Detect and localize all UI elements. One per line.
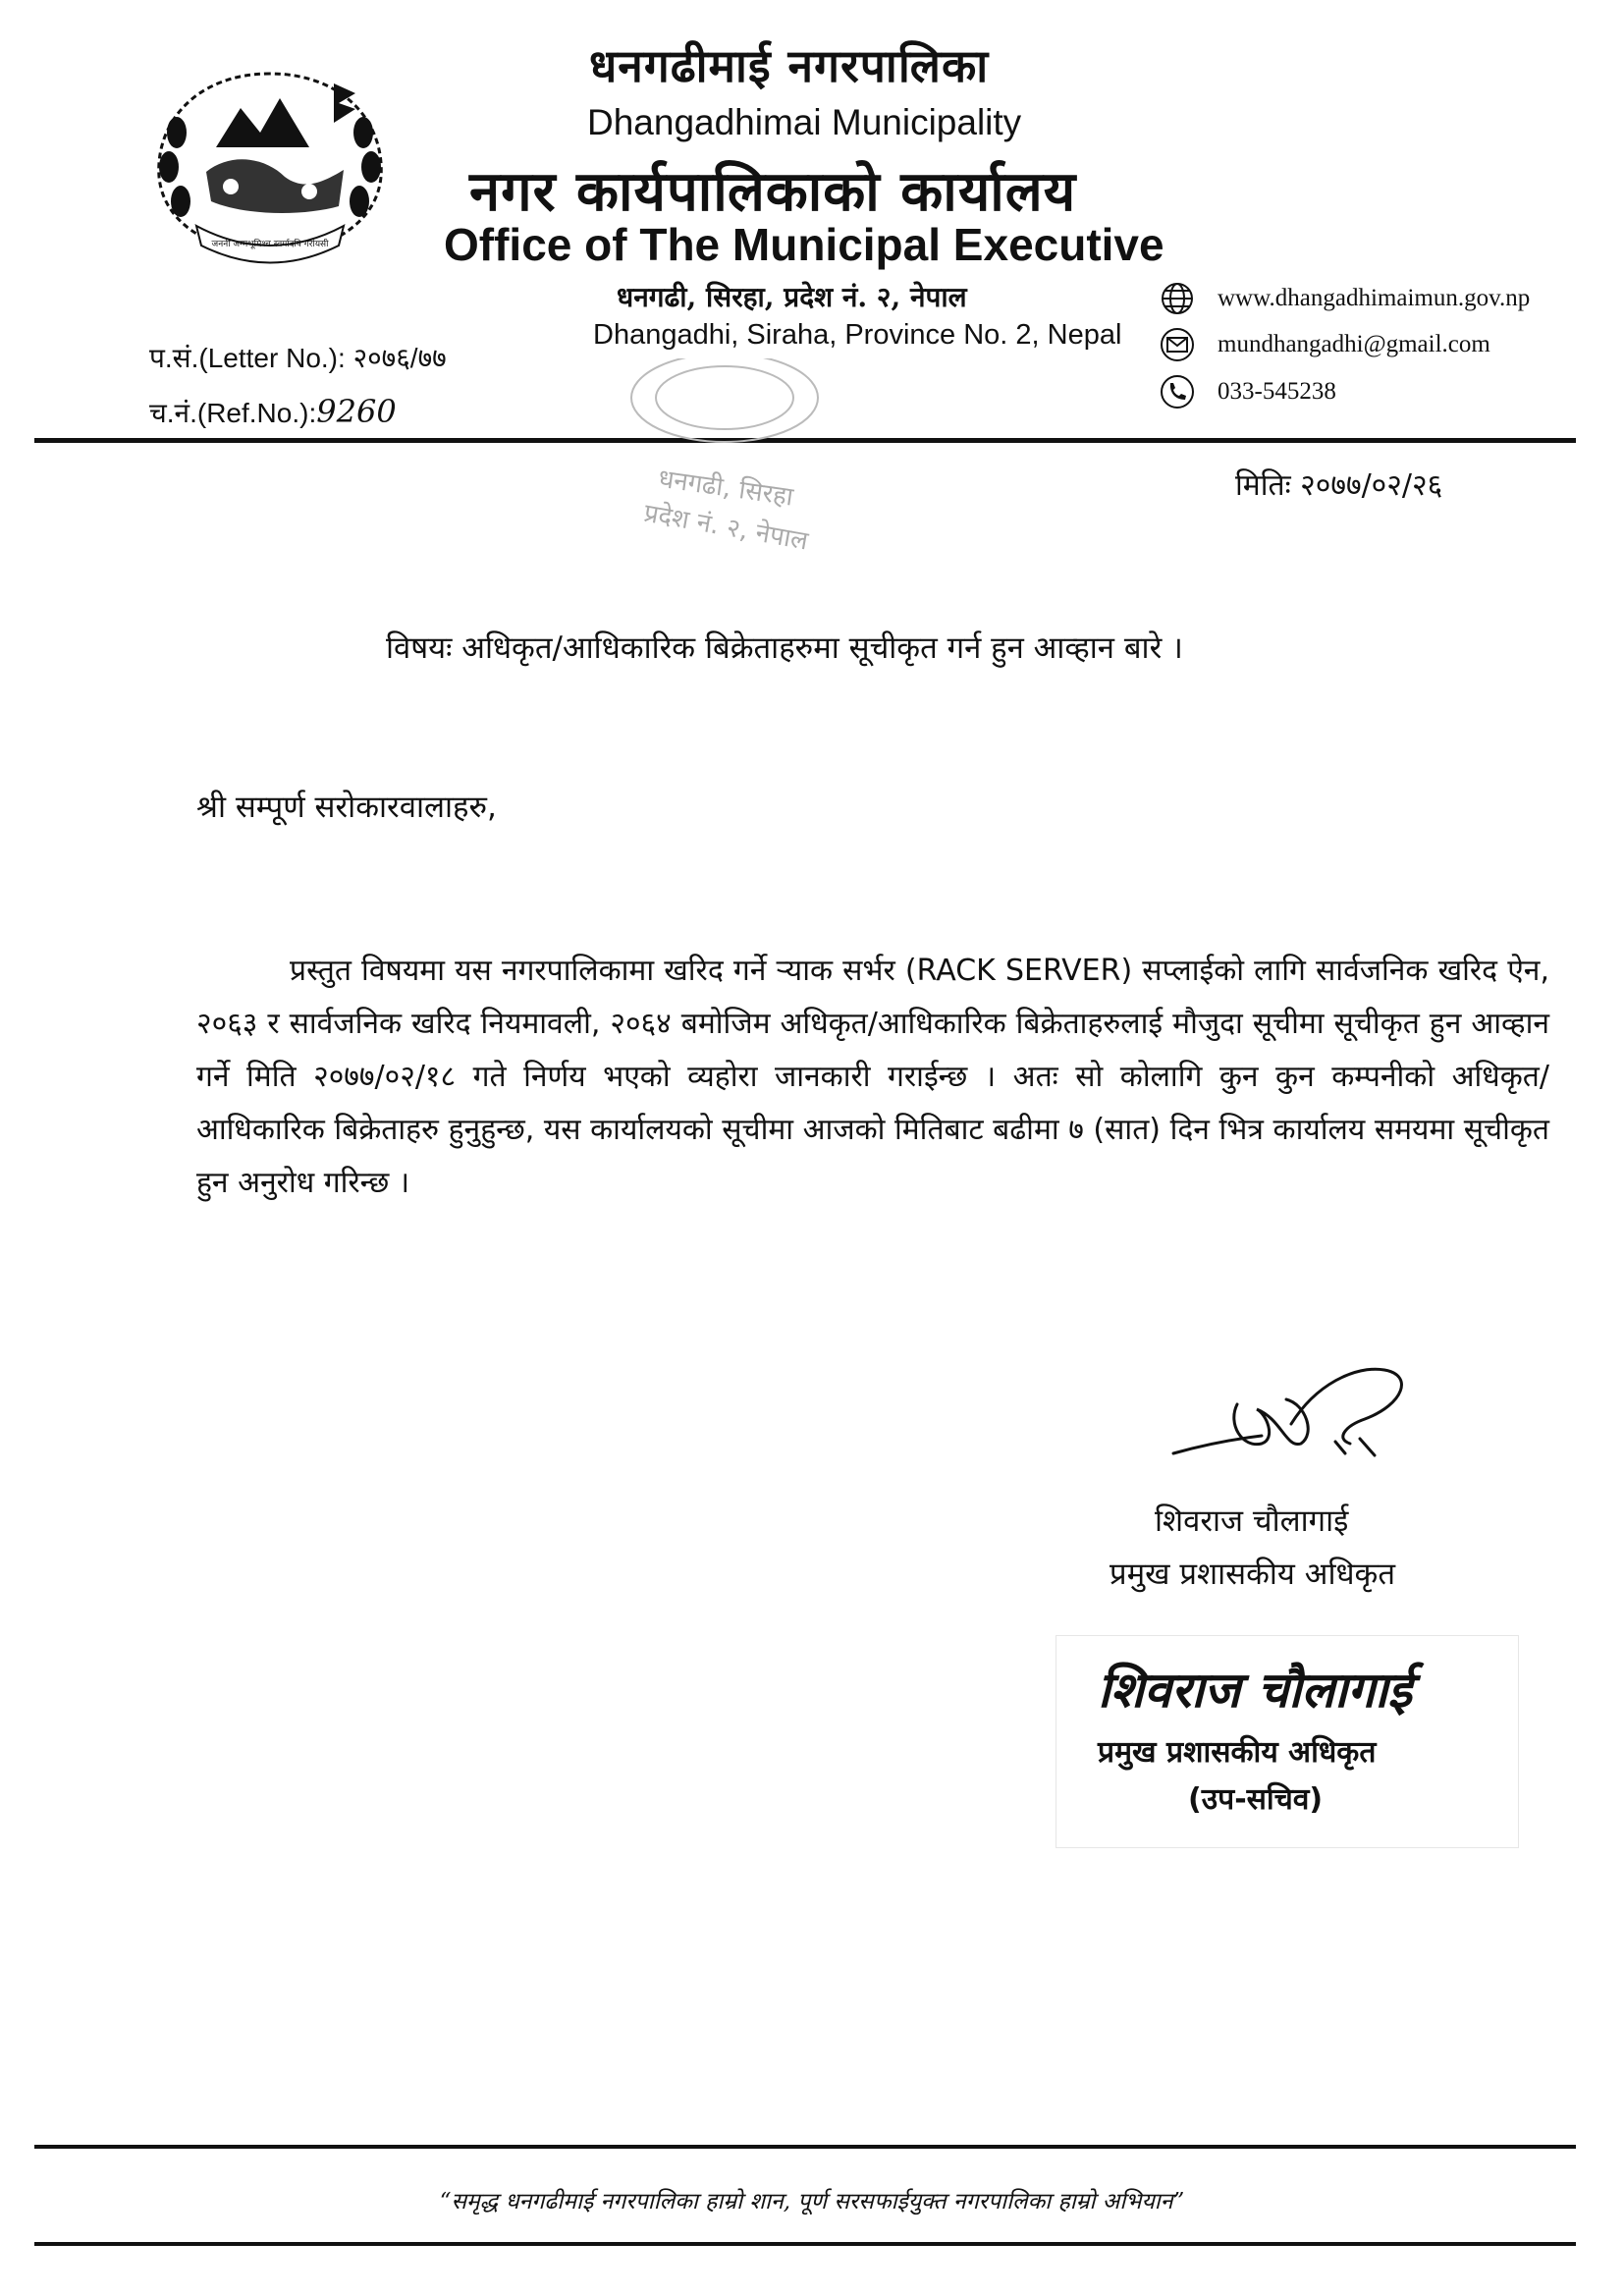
letter-body: [196, 945, 1549, 1210]
footer-divider-bottom: [34, 2242, 1576, 2246]
seal-line-1: धनगढी, सिरहा: [656, 464, 795, 513]
reference-number-label: च.नं.(Ref.No.):: [149, 398, 317, 428]
stamp-designation: प्रमुख प्रशासकीय अधिकृत: [1098, 1735, 1377, 1770]
letter-subject: विषयः अधिकृत/आधिकारिक बिक्रेताहरुमा सूचीकृत गर्न हुन आव्हान बारे ।: [386, 630, 1183, 666]
handwritten-signature: [1168, 1365, 1424, 1483]
body-paragraph: प्रस्तुत विषयमा यस नगरपालिकामा खरिद गर्ने र्‍याक सर्भर (RACK SERVER) सप्लाईको लागि सार्वजनिक खरिद ऐन, २०६३ र सार्वजनिक खरिद नियमावली, २०६४ बमोजिम अधिकृत/आधिकारिक बिक्रेताहरुलाई मौजुदा सूचीमा सूचीकृत हुन आव्हान गर्ने मिति २०७७/०२/१८ गते निर्णय भएको व्यहोरा जानकारी गराईन्छ । अतः सो कोलागि कुन कुन कम्पनीको अधिकृत/आधिकारिक बिक्रेताहरु हुनुहुन्छ, यस कार्यालयको सूचीमा आजको मितिबाट बढीमा ७ (सात) दिन भित्र कार्यालय समयमा सूचीकृत हुन अनुरोध गरिन्छ ।: [196, 954, 1549, 1200]
address-en: Dhangadhi, Siraha, Province No. 2, Nepal: [593, 319, 1122, 351]
letter-date: मितिः २०७७/०२/२६: [1235, 468, 1443, 503]
globe-icon: [1159, 280, 1196, 317]
signatory-name: शिवराज चौलागाई: [1155, 1503, 1349, 1539]
emblem-motto: जननी जन्मभूमिश्च स्वर्गादपि गरीयसी: [211, 240, 329, 249]
contact-email[interactable]: [1159, 326, 1490, 363]
contact-phone[interactable]: [1159, 373, 1336, 410]
letter-number-label: प.सं.(Letter No.):: [149, 343, 353, 373]
email-text: mundhangadhi@gmail.com: [1218, 331, 1490, 357]
reference-number: [149, 393, 397, 431]
footer-divider-top: [34, 2145, 1576, 2149]
stamp-rank: (उप-सचिव): [1188, 1782, 1324, 1817]
phone-icon: [1159, 373, 1196, 410]
salutation: श्री सम्पूर्ण सरोकारवालाहरु,: [196, 790, 497, 825]
nepal-emblem-icon: [137, 54, 403, 275]
footer-slogan: “समृद्ध धनगढीमाई नगरपालिका हाम्रो शान, पूर्ण सरसफाईयुक्त नगरपालिका हाम्रो अभियान”: [439, 2189, 1185, 2214]
letter-number: [149, 339, 447, 376]
envelope-icon: [1159, 326, 1196, 363]
municipality-name-en: Dhangadhimai Municipality: [587, 102, 1022, 142]
contact-website[interactable]: [1159, 280, 1530, 317]
stamp-name: शिवराज चौलागाई: [1098, 1661, 1412, 1719]
office-name-np: नगर कार्यपालिकाको कार्यालय: [469, 159, 1077, 224]
website-text: www.dhangadhimaimun.gov.np: [1218, 285, 1531, 311]
signatory-designation: प्रमुख प्रशासकीय अधिकृत: [1110, 1557, 1396, 1592]
letter-number-value: २०७६/७७: [352, 343, 447, 373]
reference-number-value: 9260: [316, 393, 397, 430]
seal-line-2: प्रदेश नं. २, नेपाल: [641, 498, 811, 557]
office-name-en: Office of The Municipal Executive: [444, 219, 1164, 270]
office-seal-stamp: [577, 358, 872, 565]
address-np: धनगढी, सिरहा, प्रदेश नं. २, नेपाल: [617, 281, 967, 313]
phone-text: 033-545238: [1218, 378, 1336, 405]
municipality-name-np: धनगढीमाई नगरपालिका: [589, 39, 990, 92]
